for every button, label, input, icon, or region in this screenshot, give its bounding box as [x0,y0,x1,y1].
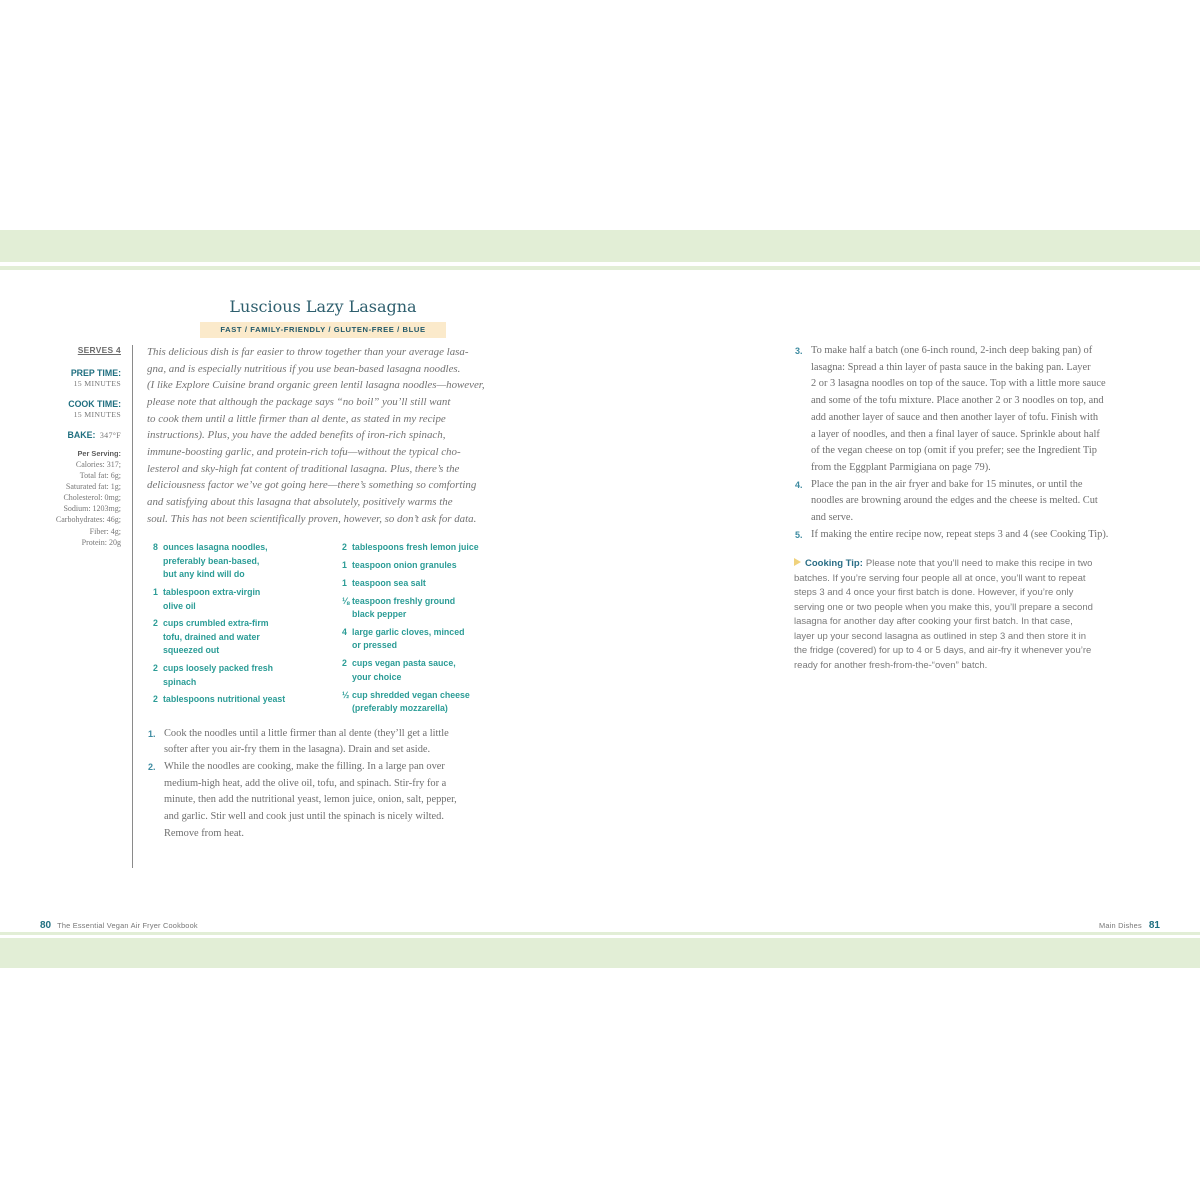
footer-right [1099,919,1160,933]
step-item [148,759,457,843]
nutrition-line: Fiber: 4g; [89,526,121,536]
ingredient-line: squeezed out [163,645,220,656]
step-line: To make half a batch (one 6-inch round, 2-inch deep baking pan) of [811,345,1093,356]
ingredient-quantity: 2 [153,694,158,705]
nutrition-line: Cholesterol: 0mg; [63,493,121,503]
ingredient-line: teaspoon onion granules [352,560,457,571]
step-item [148,726,457,759]
nutrition-line: Calories: 317; [75,460,121,469]
step-line: Place the pan in the air fryer and bake for 15 minutes, or until the [811,478,1083,490]
tip-text: Please note that you’ll need to make this recipe in two [865,558,1093,569]
ingredient-line: preferably bean-based, [163,555,260,566]
step-line: Cook the noodles until a little firmer than al dente (they’ll get a little [164,727,449,739]
nutrition-line: Sodium: 1203mg; [63,504,121,514]
recipe-title: Luscious Lazy Lasagna [229,297,417,316]
intro-line: gna, and is especially nutritious if you use bean-based lasagna noodles. [147,362,461,375]
recipe-tags: FAST / FAMILY-FRIENDLY / GLUTEN-FREE / BLUE [200,322,446,338]
ingredient-quantity: ⅛ [342,595,350,606]
ingredient-item [342,626,479,653]
ingredient-item [153,617,285,658]
ingredient-text [352,689,470,716]
ingredient-line: but any kind will do [163,569,245,580]
ingredient-line: tablespoons nutritional yeast [163,694,286,705]
ingredient-line: your choice [352,671,402,682]
step-text [164,726,449,759]
step-item [795,343,1108,477]
step-number: 1. [148,728,156,739]
step-number: 4. [795,479,803,490]
intro-line: soul. This has not been scientifically proven, however, so don’t ask for data. [147,512,477,525]
cook-time-label: COOK TIME: [68,399,121,409]
bake-value: 347°F [99,431,121,440]
ingredient-quantity: 8 [153,542,158,553]
ingredient-item [342,689,479,716]
step-line: lasagna: Spread a thin layer of pasta sauce in the baking pan. Layer [811,361,1091,373]
triangle-marker-icon [794,558,801,566]
step-item [795,477,1108,527]
ingredient-text [163,693,285,707]
intro-line: instructions). Plus, you have the added benefits of iron-rich spinach, [147,429,446,442]
tip-line: ready for another fresh-from-the-“oven” batch. [794,659,988,671]
ingredient-item [342,559,479,573]
step-line: Remove from heat. [164,827,244,839]
ingredient-line: teaspoon freshly ground [352,595,456,606]
ingredient-item [342,657,479,684]
step-line: from the Eggplant Parmigiana on page 79). [811,461,991,473]
step-line: of the vegan cheese on top (omit if you prefer; see the Ingredient Tip [811,445,1097,457]
ingredients-column-right [342,541,479,720]
step-text [811,343,1106,477]
footer-left [40,919,198,933]
step-text [811,477,1098,527]
nutrition-line: Protein: 20g [81,537,121,547]
ingredient-quantity: 2 [153,618,158,629]
ingredient-item [342,577,479,591]
intro-line: to cook them until a little firmer than al dente, as stated in my recipe [147,412,446,425]
ingredient-text [352,541,479,555]
ingredient-quantity: ½ [342,689,350,700]
step-number: 5. [795,529,803,540]
prep-time-value: 15 MINUTES [73,379,121,388]
recipe-intro [147,344,485,527]
ingredient-quantity: 2 [153,663,158,674]
ingredient-line: ounces lasagna noodles, [163,542,268,553]
step-number: 3. [795,346,803,356]
ingredient-line: tofu, drained and water [163,631,260,642]
intro-line: (I like Explore Cuisine brand organic green lentil lasagna noodles—however, [147,379,485,392]
step-line: medium-high heat, add the olive oil, tofu, and spinach. Stir-fry for a [164,777,447,789]
ingredient-text [352,559,457,573]
running-head-left: The Essential Vegan Air Fryer Cookbook [57,921,198,930]
step-line: While the noodles are cooking, make the filling. In a large pan over [164,761,445,773]
ingredient-line: cups crumbled extra-firm [163,618,269,629]
step-line: noodles are browning around the edges and the cheese is melted. Cut [811,495,1098,507]
ingredient-line: large garlic cloves, minced [352,626,465,637]
nutrition-line: Saturated fat: 1g; [65,482,121,492]
ingredient-line: cups vegan pasta sauce, [352,658,456,669]
ingredients-column-left [153,541,285,711]
intro-line: deliciousness factor we’ve got going here—there’s something so comforting [147,479,477,492]
ingredient-item [342,595,479,622]
ingredient-line: tablespoon extra-virgin [163,587,261,598]
cook-time-value: 15 MINUTES [73,410,121,419]
ingredient-text [163,662,273,689]
step-line: and serve. [811,512,854,524]
top-green-rule [0,266,1200,270]
step-line: and some of the tofu mixture. Place another 2 or 3 noodles on top, and [811,395,1104,407]
ingredient-text [352,657,456,684]
intro-line: This delicious dish is far easier to throw together than your average lasa- [147,346,469,358]
ingredient-line: black pepper [352,609,407,620]
ingredient-text [163,541,268,582]
tip-line: layer up your second lasagna as outlined in step 3 and then store it in [794,630,1087,642]
cooking-tip [794,557,1093,673]
tip-line: the fridge (covered) for up to 4 or 5 days, and air-fry it whenever you’re [794,645,1092,656]
nutrition-line: Total fat: 6g; [79,471,121,481]
ingredient-line: cups loosely packed fresh [163,663,274,674]
steps-list-right [795,343,1108,543]
ingredient-text [352,626,464,653]
step-line: softer after you air-fry them in the lasagna). Drain and set aside. [164,744,431,756]
tip-line: steps 3 and 4 once your first batch is done. However, if you’re only [794,587,1074,598]
ingredient-text [352,595,455,622]
page-number-right: 81 [1148,920,1160,931]
ingredient-line: cup shredded vegan cheese [352,689,470,700]
tip-line: lasagna for another day after cooking your first batch. In that case, [794,616,1073,627]
serves-label: SERVES 4 [77,345,121,355]
bake-label: BAKE: [67,430,96,440]
ingredient-line: or pressed [352,640,397,651]
recipe-sidebar [25,344,121,548]
tip-line: batches. If you’re serving four people all at once, you’ll want to repeat [794,572,1086,584]
step-number: 2. [148,762,156,773]
ingredient-quantity: 2 [342,658,347,669]
ingredient-text [163,617,269,658]
prep-time-label: PREP TIME: [70,368,121,378]
ingredient-line: olive oil [163,600,196,611]
nutrition-list [25,459,121,548]
step-line: If making the entire recipe now, repeat steps 3 and 4 (see Cooking Tip). [811,528,1109,540]
step-line: a layer of noodles, and then a final layer of sauce. Sprinkle about half [811,428,1100,440]
ingredient-item [153,541,285,582]
tip-body [794,572,1093,674]
step-item [795,527,1108,544]
step-line: minute, then add the nutritional yeast, lemon juice, onion, salt, pepper, [164,794,457,806]
page-number-left: 80 [40,920,52,931]
intro-line: and satisfying about this lasagna that absolutely, positively warms the [147,495,453,508]
bottom-green-band [0,938,1200,968]
step-line: 2 or 3 lasagna noodles on top of the sauce. Top with a little more sauce [811,378,1106,390]
ingredient-item [153,662,285,689]
ingredient-quantity: 1 [342,577,347,588]
ingredient-quantity: 2 [342,542,347,553]
ingredient-line: (preferably mozzarella) [352,703,448,714]
tip-line [794,557,1093,572]
bake-row [25,428,121,441]
ingredient-quantity: 1 [342,560,347,571]
cooking-tip-label: Cooking Tip: [805,558,863,569]
tip-line: serving one or two people when you make this, you’ll prepare a second [794,601,1093,613]
step-text [164,759,457,843]
ingredient-quantity: 1 [153,587,158,598]
step-text [811,527,1108,544]
running-head-right: Main Dishes [1099,921,1142,930]
ingredient-line: teaspoon sea salt [352,577,426,588]
ingredient-text [163,586,260,613]
ingredient-item [342,541,479,555]
intro-line: immune-boosting garlic, and protein-rich tofu—without the typical cho- [147,445,461,458]
ingredient-text [352,577,426,591]
sidebar-divider [132,345,133,868]
step-line: add another layer of sauce and then another layer of tofu. Finish with [811,411,1099,423]
ingredient-line: tablespoons fresh lemon juice [352,542,479,553]
ingredient-item [153,586,285,613]
intro-line: please note that although the package says “no boil” you’ll still want [147,395,451,408]
steps-list-left [148,726,457,843]
top-green-band [0,230,1200,262]
ingredient-quantity: 4 [342,626,347,637]
intro-line: lesterol and sky-high fat content of traditional lasagna. Plus, there’s the [147,462,460,475]
step-line: and garlic. Stir well and cook just until the spinach is nicely wilted. [164,811,444,823]
per-serving-label: Per Serving: [77,449,121,458]
ingredient-item [153,693,285,707]
nutrition-line: Carbohydrates: 46g; [55,515,121,525]
ingredient-line: spinach [163,676,197,687]
